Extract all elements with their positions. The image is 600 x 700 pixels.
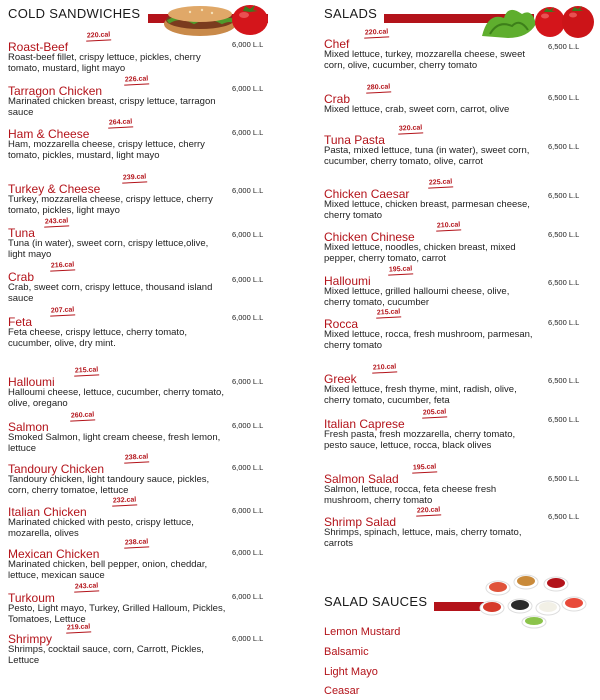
sandwich-item-calories: 216.cal bbox=[50, 261, 76, 271]
sandwich-item-description: Tandoury chicken, light tandoury sauce, pickles, corn, cherry tomatoe, lettuce bbox=[8, 474, 210, 496]
salad-item-name: Halloumi bbox=[324, 274, 371, 288]
sandwich-item-description: Shrimps, cocktail sauce, corn, Carrott, Pickles, Lettuce bbox=[8, 644, 204, 666]
sandwich-item-description: Roast-beef fillet, crispy lettuce, pickles, cherry tomato, mustard, light mayo bbox=[8, 52, 201, 74]
salad-item-calories: 195.cal bbox=[388, 265, 414, 275]
salad-item-price: 6,500 L.L bbox=[548, 93, 580, 102]
salad-item-calories: 220.cal bbox=[416, 506, 442, 516]
salad-item-description: Mixed lettuce, rocca, fresh mushroom, parmesan, cherry tomato bbox=[324, 329, 533, 351]
sandwich-item-calories: 207.cal bbox=[50, 306, 76, 316]
salad-item-price: 6,500 L.L bbox=[548, 42, 580, 51]
sandwich-item-calories: 264.cal bbox=[108, 118, 134, 128]
sandwich-item bbox=[8, 31, 228, 74]
salad-item-price: 6,500 L.L bbox=[548, 415, 580, 424]
sandwich-item-price: 6,000 L.L bbox=[232, 592, 264, 601]
sandwich-item-name: Italian Chicken bbox=[8, 505, 87, 519]
sandwich-item bbox=[8, 411, 228, 454]
cold-sandwiches-title: COLD SANDWICHES bbox=[8, 6, 141, 21]
sandwich-item-name: Turkoum bbox=[8, 591, 55, 605]
sandwich-item bbox=[8, 366, 228, 409]
salad-item-description: Fresh pasta, fresh mozzarella, cherry tomato, pesto sauce, lettuce, rocca, black olives bbox=[324, 429, 516, 451]
salad-item-name: Chicken Chinese bbox=[324, 230, 415, 244]
salad-item-description: Salmon, lettuce, rocca, feta cheese fresh mushroom, cherry tomato bbox=[324, 484, 497, 506]
sandwich-item-name: Tuna bbox=[8, 226, 35, 240]
salad-sauces-bar bbox=[434, 602, 484, 611]
sandwich-item-price: 6,000 L.L bbox=[232, 421, 264, 430]
sandwich-item-calories: 243.cal bbox=[74, 582, 100, 592]
sandwich-item-name: Salmon bbox=[8, 420, 49, 434]
sandwich-item-name: Halloumi bbox=[8, 375, 55, 389]
salad-item-description: Mixed lettuce, fresh thyme, mint, radish, olive, cherry tomato, cucumber, feta bbox=[324, 384, 517, 406]
sandwich-item bbox=[8, 306, 228, 349]
sandwich-item bbox=[8, 582, 228, 625]
salad-item bbox=[324, 221, 536, 264]
salad-item-name: Tuna Pasta bbox=[324, 133, 385, 147]
salad-item-name: Greek bbox=[324, 372, 357, 386]
salad-item-description: Mixed lettuce, crab, sweet corn, carrot, olive bbox=[324, 104, 510, 115]
salad-item-name: Crab bbox=[324, 92, 351, 106]
salad-item-price: 6,500 L.L bbox=[548, 230, 580, 239]
salad-item-description: Mixed lettuce, noodles, chicken breast, mixed pepper, cherry tomato, carrot bbox=[324, 242, 516, 264]
sandwich-item-calories: 232.cal bbox=[112, 496, 138, 506]
sandwich-item-name: Turkey & Cheese bbox=[8, 182, 101, 196]
sandwich-item bbox=[8, 496, 228, 539]
sandwich-item-price: 6,000 L.L bbox=[232, 275, 264, 284]
sandwich-item-description: Pesto, Light mayo, Turkey, Grilled Halloum, Pickles, Tomatoes, Lettuce bbox=[8, 603, 226, 625]
salad-item-price: 6,500 L.L bbox=[548, 142, 580, 151]
sandwich-item-description: Crab, sweet corn, crispy lettuce, thousand island sauce bbox=[8, 282, 213, 304]
salad-item-price: 6,500 L.L bbox=[548, 278, 580, 287]
salad-item bbox=[324, 265, 536, 308]
sandwich-item-calories: 220.cal bbox=[86, 31, 112, 41]
salad-item-price: 6,500 L.L bbox=[548, 376, 580, 385]
salad-item-name: Chicken Caesar bbox=[324, 187, 410, 201]
sandwich-item-calories: 243.cal bbox=[44, 217, 70, 227]
sandwich-item-calories: 219.cal bbox=[66, 623, 92, 633]
sandwich-item-price: 6,000 L.L bbox=[232, 186, 264, 195]
sandwich-item-price: 6,000 L.L bbox=[232, 377, 264, 386]
sauce-item: Balsamic bbox=[324, 646, 369, 658]
salad-item bbox=[324, 83, 536, 115]
sandwich-item-name: Tandoury Chicken bbox=[8, 462, 105, 476]
sandwich-item-description: Marinated chicken breast, crispy lettuce, tarragon sauce bbox=[8, 96, 216, 118]
salad-item-calories: 225.cal bbox=[428, 178, 454, 188]
sandwich-item bbox=[8, 118, 228, 161]
sandwich-item-calories: 239.cal bbox=[122, 173, 148, 183]
salad-item bbox=[324, 506, 536, 549]
sandwich-item-calories: 260.cal bbox=[70, 411, 96, 421]
sandwich-item-price: 6,000 L.L bbox=[232, 40, 264, 49]
sandwich-item-calories: 238.cal bbox=[124, 538, 150, 548]
salad-item bbox=[324, 308, 536, 351]
sandwich-item-description: Marinated chicked with pesto, crispy lettuce, mozarella, olives bbox=[8, 517, 194, 539]
salad-item-calories: 220.cal bbox=[364, 28, 390, 38]
sauces-image bbox=[478, 568, 588, 630]
salad-item-name: Shrimp Salad bbox=[324, 515, 397, 529]
sauce-item: Ceasar bbox=[324, 685, 360, 697]
sandwich-item bbox=[8, 261, 228, 304]
sandwich-item-description: Tuna (in water), sweet corn, crispy lettuce,olive, light mayo bbox=[8, 238, 209, 260]
salad-item bbox=[324, 178, 536, 221]
sandwich-item-description: Smoked Salmon, light cream cheese, fresh lemon, lettuce bbox=[8, 432, 221, 454]
sandwich-item-description: Turkey, mozzarella cheese, crispy lettuce, cherry tomato, pickles, light mayo bbox=[8, 194, 213, 216]
sandwich-item bbox=[8, 538, 228, 581]
salad-item-name: Italian Caprese bbox=[324, 417, 405, 431]
sandwich-item bbox=[8, 75, 228, 118]
sandwich-item-calories: 226.cal bbox=[124, 75, 150, 85]
sauce-item: Lemon Mustard bbox=[324, 626, 401, 638]
sandwich-item-description: Feta cheese, crispy lettuce, cherry tomato, cucumber, olive, dry mint. bbox=[8, 327, 187, 349]
salad-item-description: Mixed lettuce, grilled halloumi cheese, olive, cherry tomato, cucumber bbox=[324, 286, 510, 308]
salad-item-name: Rocca bbox=[324, 317, 359, 331]
sandwich-item bbox=[8, 623, 228, 666]
salad-item-calories: 210.cal bbox=[436, 221, 462, 231]
sandwich-item-description: Halloumi cheese, lettuce, cucumber, cherry tomato, olive, oregano bbox=[8, 387, 224, 409]
sandwich-item bbox=[8, 173, 228, 216]
salad-sauces-title: SALAD SAUCES bbox=[324, 594, 428, 609]
salad-item-price: 6,500 L.L bbox=[548, 191, 580, 200]
salad-item-calories: 320.cal bbox=[398, 124, 424, 134]
sandwich-item-price: 6,000 L.L bbox=[232, 463, 264, 472]
salad-item-description: Pasta, mixed lettuce, tuna (in water), sweet corn, cucumber, cherry tomato, olive, carrot bbox=[324, 145, 530, 167]
sandwich-item bbox=[8, 453, 228, 496]
sandwich-item-name: Crab bbox=[8, 270, 35, 284]
salad-item-name: Salmon Salad bbox=[324, 472, 399, 486]
sandwich-item-name: Shrimpy bbox=[8, 632, 53, 646]
salad-item-description: Mixed lettuce, turkey, mozzarella cheese, sweet corn, olive, cucumber, cherry tomato bbox=[324, 49, 525, 71]
salad-item-calories: 210.cal bbox=[372, 363, 398, 373]
salad-item bbox=[324, 28, 536, 71]
sauce-item: Light Mayo bbox=[324, 666, 378, 678]
sandwich-item-calories: 238.cal bbox=[124, 453, 150, 463]
tomato-image bbox=[225, 0, 275, 36]
sandwich-item-price: 6,000 L.L bbox=[232, 548, 264, 557]
salad-item bbox=[324, 363, 536, 406]
salad-item-calories: 205.cal bbox=[422, 408, 448, 418]
sandwich-item-description: Marinated chicken, bell pepper, onion, cheddar, lettuce, mexican sauce bbox=[8, 559, 208, 581]
sandwich-item-name: Tarragon Chicken bbox=[8, 84, 103, 98]
sandwich-item-price: 6,000 L.L bbox=[232, 128, 264, 137]
salads-title: SALADS bbox=[324, 6, 378, 21]
salad-item-calories: 215.cal bbox=[376, 308, 402, 318]
salad-item-price: 6,500 L.L bbox=[548, 474, 580, 483]
salad-item-description: Shrimps, spinach, lettuce, mais, cherry tomato, carrots bbox=[324, 527, 522, 549]
sandwich-item-description: Ham, mozzarella cheese, crispy lettuce, cherry tomato, pickles, mustard, light mayo bbox=[8, 139, 205, 161]
sandwich-item bbox=[8, 217, 228, 260]
salad-item-price: 6,500 L.L bbox=[548, 318, 580, 327]
sandwich-item-calories: 215.cal bbox=[74, 366, 100, 376]
sandwich-item-price: 6,000 L.L bbox=[232, 634, 264, 643]
sandwich-item-price: 6,000 L.L bbox=[232, 84, 264, 93]
sandwich-item-name: Feta bbox=[8, 315, 33, 329]
salad-item-calories: 280.cal bbox=[366, 83, 392, 93]
salad-item bbox=[324, 408, 536, 451]
sandwich-item-name: Ham & Cheese bbox=[8, 127, 90, 141]
salad-item bbox=[324, 124, 536, 167]
sandwich-item-price: 6,000 L.L bbox=[232, 230, 264, 239]
sandwich-item-name: Roast-Beef bbox=[8, 40, 69, 54]
salad-sauces-header bbox=[318, 592, 498, 612]
sandwich-item-name: Mexican Chicken bbox=[8, 547, 100, 561]
salad-item-description: Mixed lettuce, chicken breast, parmesan cheese, cherry tomato bbox=[324, 199, 530, 221]
sandwich-item-price: 6,000 L.L bbox=[232, 506, 264, 515]
salad-item-calories: 195.cal bbox=[412, 463, 438, 473]
salad-item bbox=[324, 463, 536, 506]
sandwich-item-price: 6,000 L.L bbox=[232, 313, 264, 322]
salad-item-price: 6,500 L.L bbox=[548, 512, 580, 521]
salad-item-name: Chef bbox=[324, 37, 350, 51]
